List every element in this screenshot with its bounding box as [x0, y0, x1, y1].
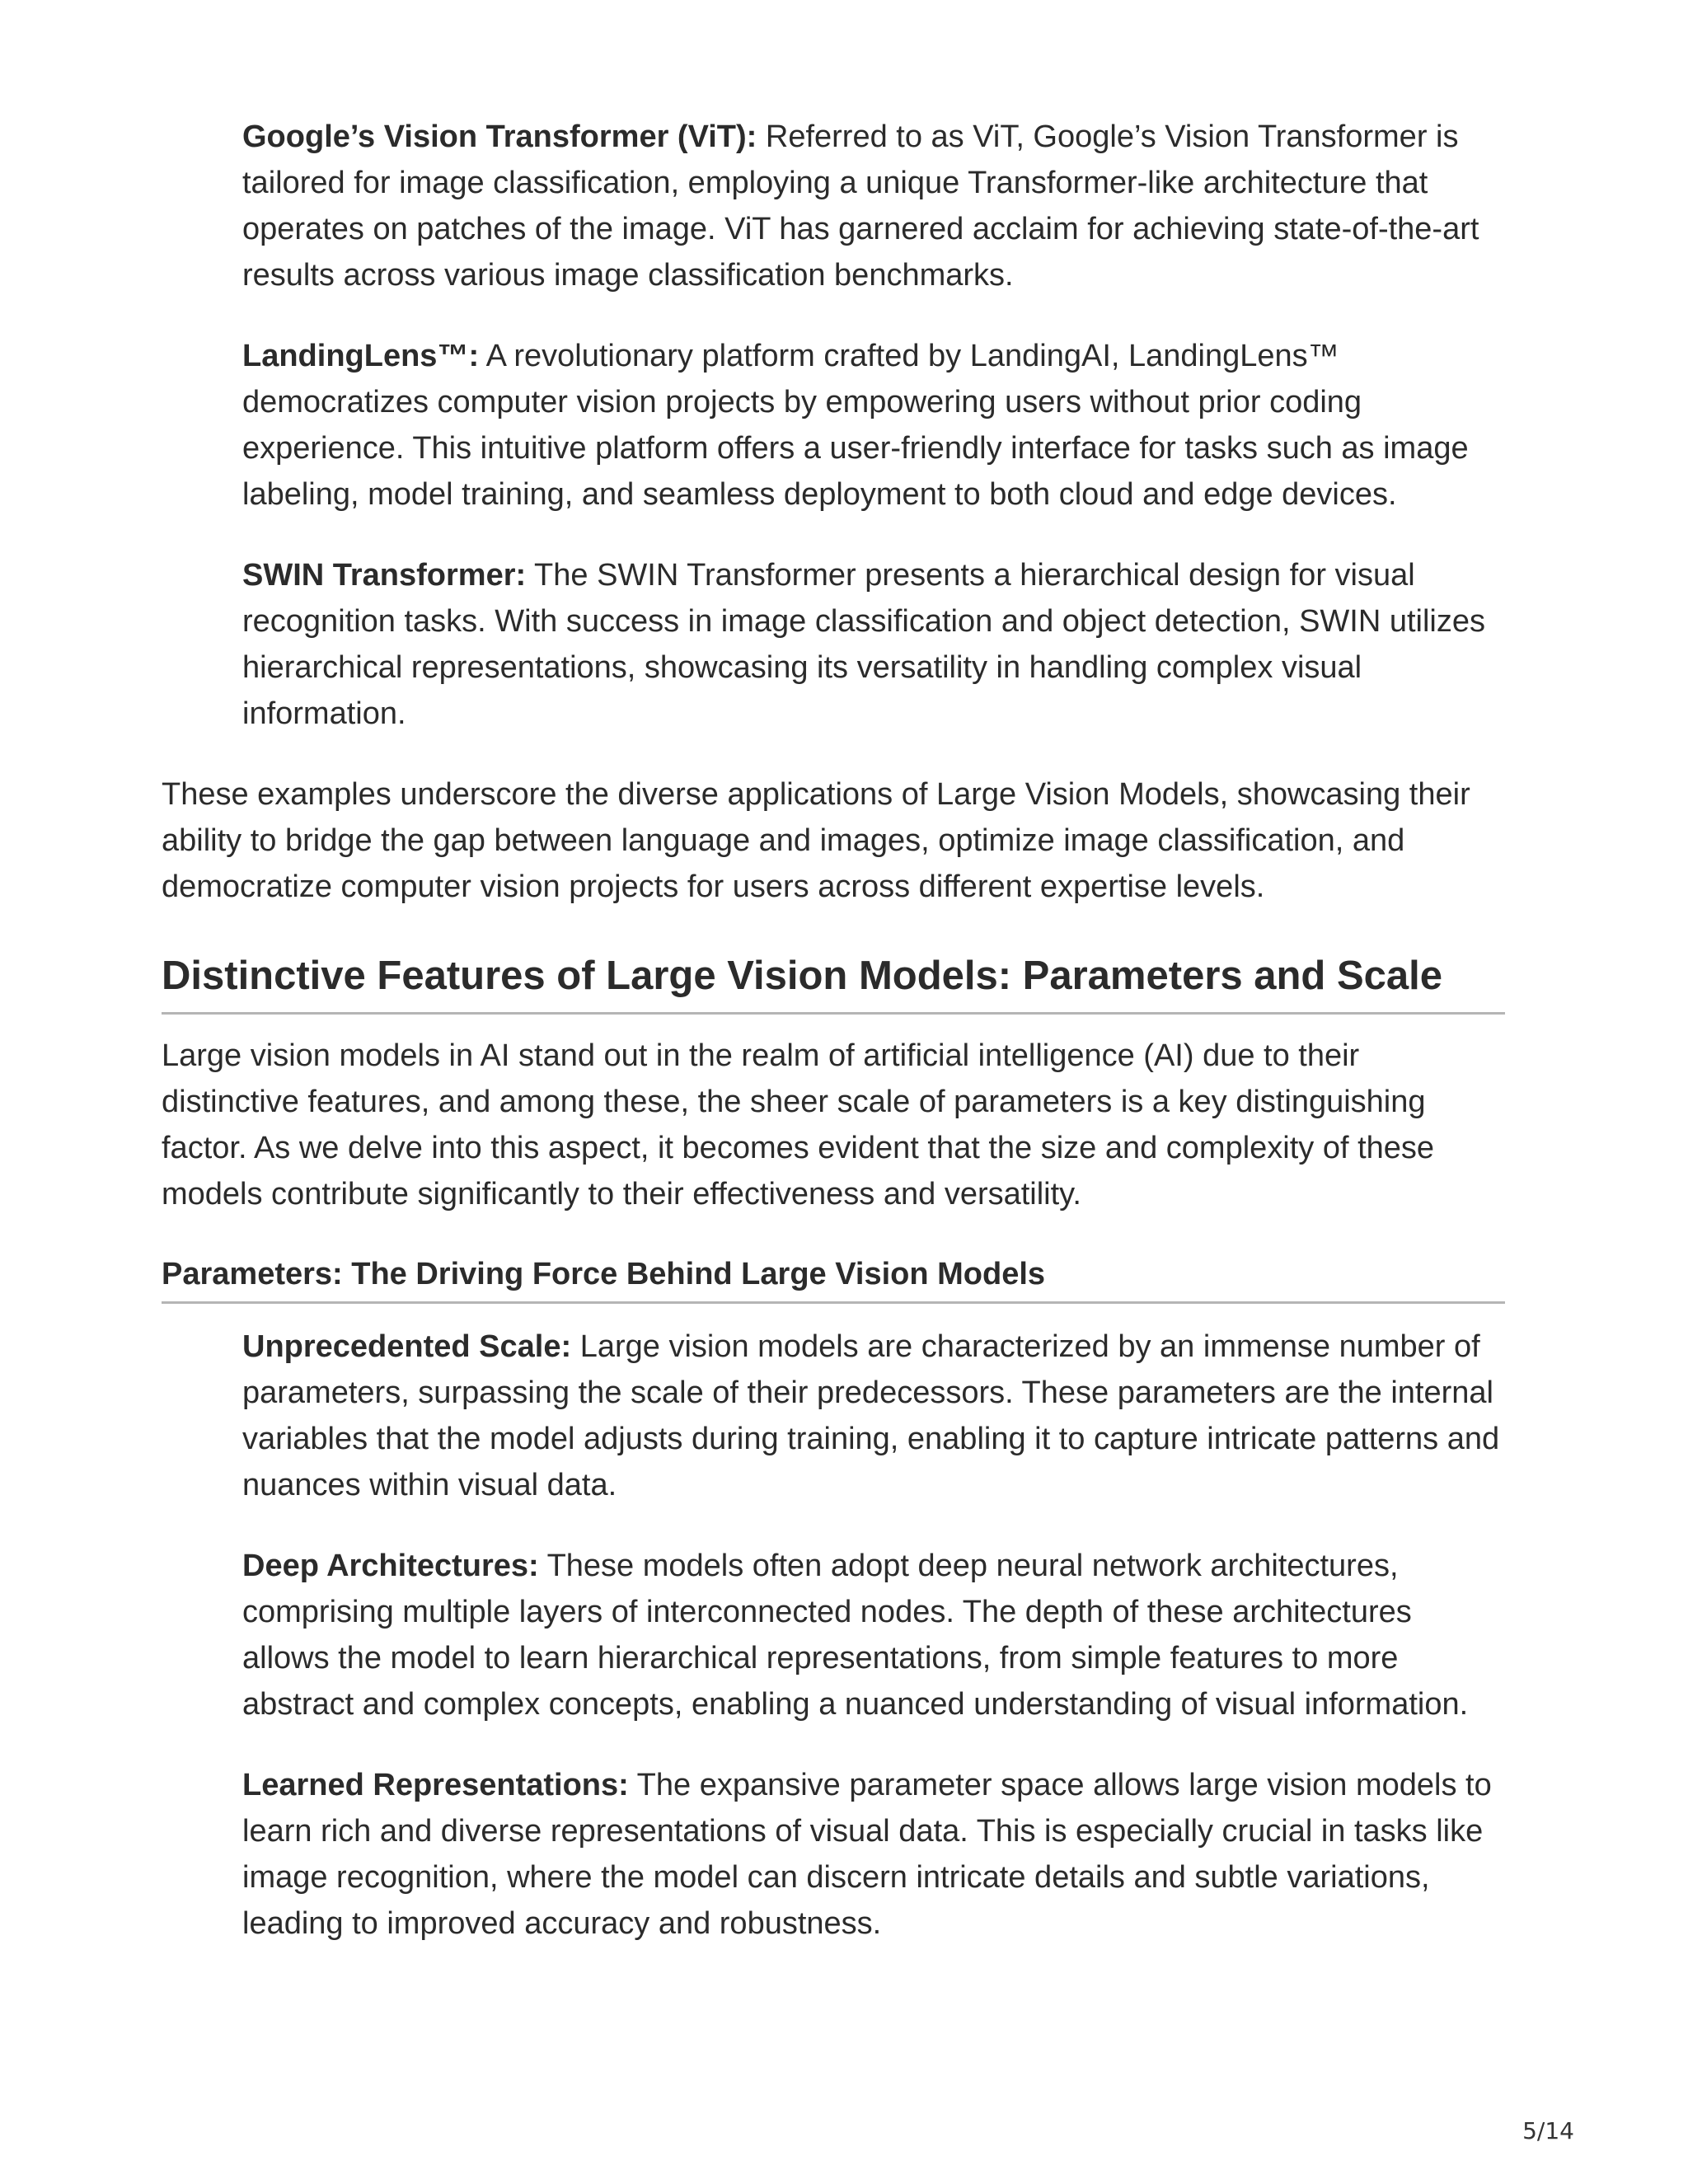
section-intro: Large vision models in AI stand out in the realm of artificial intelligence (AI) due to their distinctive features, and among these, the sheer scale of parameters is a key distinguishing factor. As we delve into this aspect, it becomes evident that the size and complexity of these models contribute significantly to their effectiveness and versatility. — [162, 1038, 1435, 1212]
section-heading: Distinctive Features of Large Vision Models: Parameters and Scale — [162, 951, 1505, 1015]
item-lead: Deep Architectures: — [242, 1549, 539, 1583]
summary-paragraph: These examples underscore the diverse applications of Large Vision Models, showcasing their ability to bridge the gap between language and images, optimize image classification, and democratize computer vision projects for users across different expertise levels. — [162, 777, 1470, 904]
item-text: The expansive parameter space allows large vision models to learn rich and diverse representations of visual data. This is especially crucial in tasks like image recognition, where the model can discern intricate details and subtle variations, leading to improved accuracy and robustness. — [242, 1768, 1492, 1941]
item-text: These models often adopt deep neural network architectures, comprising multiple layers of interconnected nodes. The depth of these architectures allows the model to learn hierarchical representations, from simple features to more abstract and complex concepts, enabling a nuanced understanding of visual information. — [242, 1549, 1469, 1722]
list-item-swin — [242, 552, 1505, 737]
list-item-deep-architectures — [242, 1543, 1505, 1727]
list-item-vit — [242, 114, 1505, 298]
item-lead: Google’s Vision Transformer (ViT): — [242, 120, 757, 154]
item-text: Large vision models are characterized by an immense number of parameters, surpassing the scale of their predecessors. These parameters are the internal variables that the model adjusts during training, enabling it to capture intricate patterns and nuances within visual data. — [242, 1329, 1500, 1502]
list-item-learned-representations — [242, 1762, 1505, 1947]
item-text: The SWIN Transformer presents a hierarchical design for visual recognition tasks. With success in image classification and object detection, SWIN utilizes hierarchical representations, showcasing its versatility in handling complex visual information. — [242, 558, 1485, 731]
item-lead: LandingLens™: — [242, 339, 480, 373]
item-text: Referred to as ViT, Google’s Vision Transformer is tailored for image classification, employing a unique Transformer-like architecture that operates on patches of the image. ViT has garnered acclaim for achieving state-of-the-art results across various image classification benchmarks. — [242, 120, 1479, 293]
list-item-landinglens — [242, 333, 1505, 518]
subsection-heading: Parameters: The Driving Force Behind Large Vision Models — [162, 1254, 1505, 1304]
item-text: A revolutionary platform crafted by LandingAI, LandingLens™ democratizes computer vision projects by empowering users without prior coding experience. This intuitive platform offers a user-friendly interface for tasks such as image labeling, model training, and seamless deployment to both cloud and edge devices. — [242, 339, 1469, 512]
page-number: 5/14 — [1522, 2117, 1574, 2144]
article-content — [162, 114, 1505, 1981]
item-lead: SWIN Transformer: — [242, 558, 527, 593]
list-item-unprecedented-scale — [242, 1324, 1505, 1508]
item-lead: Learned Representations: — [242, 1768, 629, 1802]
item-lead: Unprecedented Scale: — [242, 1329, 572, 1364]
